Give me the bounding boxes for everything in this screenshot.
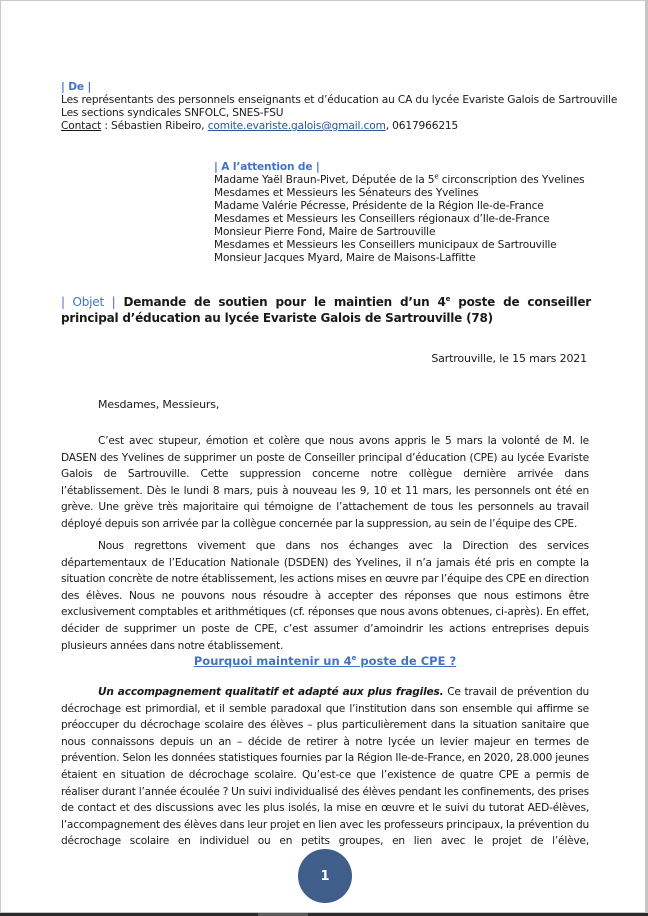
recipient: Monsieur Pierre Fond, Maire de Sartrouville bbox=[214, 226, 436, 238]
recipient: Madame Valérie Pécresse, Présidente de la Région Ile-de-France bbox=[214, 200, 544, 212]
recipient: Monsieur Jacques Myard, Maire de Maisons-Laffitte bbox=[214, 252, 476, 264]
recipient: Mesdames et Messieurs les Conseillers municipaux de Sartrouville bbox=[214, 239, 557, 251]
contact-label: Contact bbox=[61, 120, 102, 132]
subject: | Objet | Demande de soutien pour le maintien d’un 4e poste de conseiller principal d’éducation au lycée Evariste Galois de Sartrouville (78) bbox=[61, 295, 591, 325]
from-line: Les sections syndicales SNFOLC, SNES-FSU bbox=[61, 107, 284, 119]
recipient: Mesdames et Messieurs les Sénateurs des Yvelines bbox=[214, 187, 479, 199]
recipient: Mesdames et Messieurs les Conseillers régionaux d’Ile-de-France bbox=[214, 213, 550, 225]
contact-email-link[interactable]: comite.evariste.galois@gmail.com bbox=[207, 120, 386, 132]
contact-line bbox=[61, 120, 458, 133]
section-title: Pourquoi maintenir un 4e poste de CPE ? bbox=[193, 654, 457, 668]
recipient: Madame Yaël Braun-Pivet, Députée de la 5e circonscription des Yvelines bbox=[214, 172, 585, 186]
to-label: | A l’attention de | bbox=[214, 161, 320, 173]
page-number-badge: 1 bbox=[298, 849, 352, 903]
salutation: Mesdames, Messieurs, bbox=[98, 398, 220, 411]
section-lead: Un accompagnement qualitatif et adapté aux plus fragiles. bbox=[98, 686, 444, 698]
contact-phone: , 0617966215 bbox=[385, 120, 459, 132]
body-paragraph: Nous regrettons vivement que dans nos échanges avec la Direction des services départementaux de l’Education Nationale (DSDEN) des Yvelines, il n’a jamais été pris en compte la situation concrète de notre établissement, les actions mises en œuvre par l’équipe des CPE en direction des élèves. Nous ne pouvons nous résoudre à accepter des réponses que nous estimons être exclusivement comptables et arithmétiques (cf. réponses que nous avons obtenues, ci-après). En effet, décider de supprimer un poste de CPE, c’est assumer d’amoindrir les actions entreprises depuis plusieurs années dans notre établissement. bbox=[61, 540, 589, 652]
section-paragraph: Un accompagnement qualitatif et adapté aux plus fragiles. Ce travail de prévention du décrochage est primordial, et il semble paradoxal que l’institution dans son ensemble qui affirme se préoccuper du décrochage scolaire des élèves – plus particulièrement dans la situation sanitaire que nous connaissons depuis un an – décide de retirer à notre lycée un levier majeur en termes de prévention. Selon les données statistiques fournies par la Région Ile-de-France, en 2020, 28.000 jeunes étaient en situation de décrochage scolaire. Qu’est-ce que l’existence de quatre CPE a permis de réaliser durant l’année écoulée ? Un suivi individualisé des élèves pendant les confinements, des prises de contact et des discussions avec les plus isolés, la mise en œuvre et le suivi du tutorat AED-élèves, l’accompagnement des élèves dans leur projet en lien avec les professeurs principaux, la prévention du décrochage scolaire en individuel ou en petits groupes, en lien avec le projet de l’élève, bbox=[61, 686, 590, 848]
body-paragraph: C’est avec stupeur, émotion et colère que nous avons appris le 5 mars la volonté de M. le DASEN des Yvelines de supprimer un poste de Conseiller principal d’éducation (CPE) au lycée Evariste Galois de Sartrouville. Cette suppression concerne notre collègue dernière arrivée dans l’établissement. Dès le lundi 8 mars, puis à nouveau les 9, 10 et 11 mars, les personnels ont été en grève. Une grève très majoritaire qui témoigne de l’attachement de tous les personnels au travail déployé depuis son arrivée par la collègue concernée par la suppression, au sein de l’équipe des CPE. bbox=[61, 435, 589, 530]
from-line: Les représentants des personnels enseignants et d’éducation au CA du lycée Evariste Galois de Sartrouville bbox=[61, 94, 618, 106]
place-date: Sartrouville, le 15 mars 2021 bbox=[431, 352, 587, 365]
from-label: | De | bbox=[61, 81, 92, 93]
contact-name: : Sébastien Ribeiro, bbox=[101, 120, 208, 132]
subject-label: | Objet | bbox=[61, 295, 116, 309]
